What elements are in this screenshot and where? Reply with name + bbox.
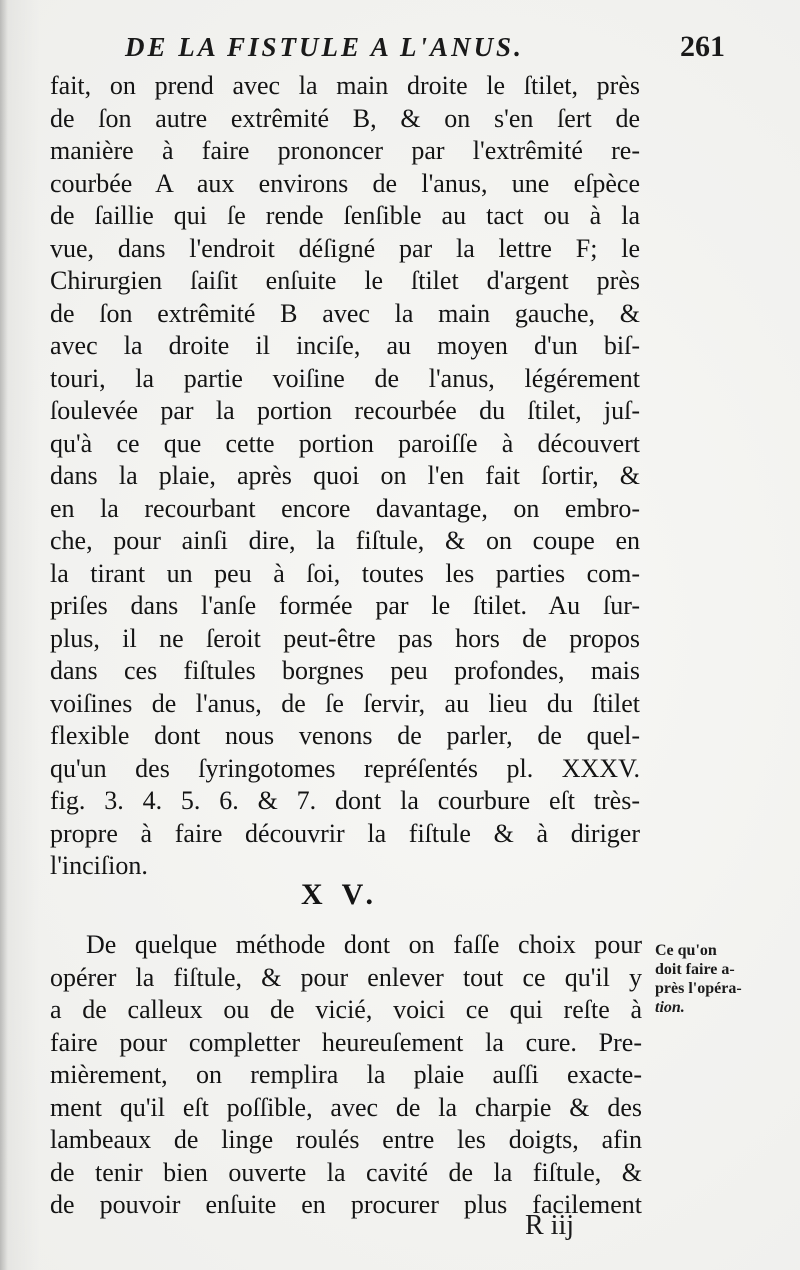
section-line: a de calleux ou de vicié, voici ce qui reſte à [50,995,642,1024]
body-line: fig. 3. 4. 5. 6. & 7. dont la courbure eſt très- [50,786,640,815]
body-line: voiſines de l'anus, de ſe ſervir, au lieu du ſtilet [50,688,640,718]
body-line: vue, dans l'endroit déſigné par la lettre F; le [50,233,640,263]
section-heading: X V. [301,878,379,911]
body-line: courbée A aux environs de l'anus, une eſpèce [50,168,640,198]
body-line: dans ces fiſtules borgnes peu profondes, mais [50,656,640,685]
body-line: ſoulevée par la portion recourbée du ſtilet, juſ- [50,396,640,425]
body-line: plus, il ne ſeroit peut-être pas hors de propos [50,623,640,653]
margin-note-line: Ce qu'on [655,942,717,959]
body-line: avec la droite il inciſe, au moyen d'un biſ- [50,331,640,360]
section-paragraph [50,929,642,1222]
section-line: De quelque méthode dont on faſſe choix pour [86,930,642,959]
section-line: mièrement, on remplira la plaie auſſi exacte- [50,1060,642,1089]
page-number: 261 [680,30,725,63]
section-line: opérer la fiſtule, & pour enlever tout ce qu'il y [50,962,642,992]
margin-note-line: près l'opéra- [655,980,742,997]
page-gutter-shadow [0,0,8,1270]
body-line: che, pour ainſi dire, la fiſtule, & on coupe en [50,526,640,555]
body-line: de ſaillie qui ſe rende ſenſible au tact ou à la [50,201,640,230]
section-line: lambeaux de linge roulés entre les doigts, afin [50,1125,642,1154]
body-line: touri, la partie voiſine de l'anus, légérement [50,363,640,393]
section-line: faire pour completter heureuſement la cure. Pre- [50,1027,642,1057]
body-line: Chirurgien ſaiſit enſuite le ſtilet d'argent près [50,266,640,295]
margin-note-line: doit faire a- [655,961,735,978]
body-line: de ſon extrêmité B avec la main gauche, & [50,298,640,328]
body-paragraph [50,70,640,883]
body-line: fait, on prend avec la main droite le ſtilet, près [50,71,640,100]
body-line: manière à faire prononcer par l'extrêmité re- [50,136,640,165]
body-line: l'inciſion. [50,851,148,880]
margin-note [655,941,790,1017]
body-line: dans la plaie, après quoi on l'en fait ſortir, & [50,461,640,490]
body-line: propre à faire découvrir la fiſtule & à diriger [50,818,640,848]
body-line: qu'à ce que cette portion paroiſſe à découvert [50,428,640,458]
body-line: en la recourbant encore davantage, on embro- [50,493,640,523]
running-title: DE LA FISTULE A L'ANUS. [125,32,524,62]
section-line: de pouvoir enſuite en procurer plus facilement [50,1190,642,1219]
body-line: priſes dans l'anſe formée par le ſtilet. Au ſur- [50,591,640,620]
signature-mark: R iij [525,1210,575,1241]
section-line: ment qu'il eſt poſſible, avec de la charpie & des [50,1092,642,1122]
body-line: la tirant un peu à ſoi, toutes les parties com- [50,558,640,588]
body-line: de ſon autre extrêmité B, & on s'en ſert de [50,103,640,133]
body-line: flexible dont nous venons de parler, de quel- [50,721,640,750]
section-line: de tenir bien ouverte la cavité de la fiſtule, & [50,1157,642,1187]
body-line: qu'un des ſyringotomes repréſentés pl. XXXV. [50,753,640,783]
margin-note-line: tion. [655,999,685,1016]
page-header [95,28,725,72]
